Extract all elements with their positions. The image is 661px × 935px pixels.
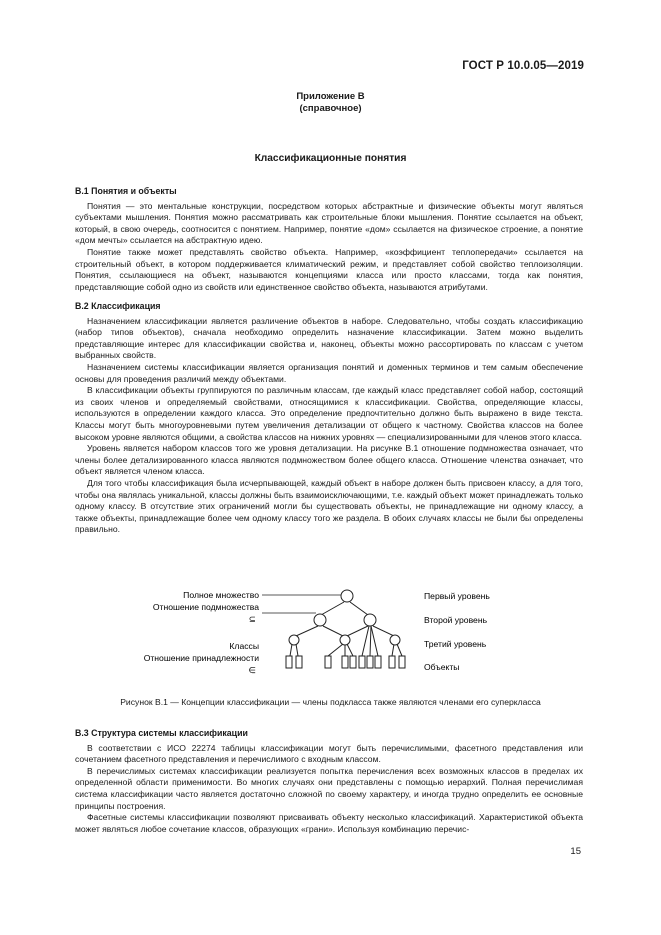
appendix-heading xyxy=(0,91,661,115)
label-level3: Третий уровень xyxy=(424,639,487,649)
node-level2 xyxy=(364,614,376,626)
node-level3 xyxy=(289,635,299,645)
paragraph: Фасетные системы классификации позволяют присваивать объекту несколько классификаций. Характеристикой объекта может являться любое сочетание классов, образующих «грани». Используя комбинацию перечис- xyxy=(75,812,583,834)
figure-caption: Рисунок В.1 — Концепции классификации — члены подкласса также являются членами его суперкласса xyxy=(120,697,541,707)
label-level1: Первый уровень xyxy=(424,591,490,601)
object-box xyxy=(389,656,395,668)
object-box xyxy=(367,656,373,668)
section-heading: В.2 Классификация xyxy=(75,301,161,311)
label-level2: Второй уровень xyxy=(424,615,488,625)
paragraph: В классификации объекты группируются по различным классам, где каждый класс представляет собой набор, состоящий из своих членов и определяемый свойствами, относящимися к классификации. Свойства, определяющие классы, используются в определении каждого класса. Это определение предпочтительно должно быть выражено в виде текста. Классы могут быть многоуровневыми путем увеличения детализации от общего к частному. Свойства классов на более высоком уровне являются общими, а свойства классов на нижних уровнях — специализированными для членов этого класса. xyxy=(75,385,583,442)
paragraph: Назначением системы классификации является организация понятий и доменных терминов и тем самым обеспечение основы для проведения различий между объектами. xyxy=(75,361,583,384)
label-subset-relation: Отношение подмножества xyxy=(152,602,259,612)
object-box xyxy=(325,656,331,668)
object-box xyxy=(286,656,292,668)
standard-code: ГОСТ Р 10.0.05—2019 xyxy=(462,60,584,72)
page-number: 15 xyxy=(570,846,581,857)
node-level3 xyxy=(340,635,350,645)
label-objects: Объекты xyxy=(424,662,460,672)
appendix-title: Приложение В xyxy=(296,91,365,102)
object-box xyxy=(350,656,356,668)
paragraph: Для того чтобы классификация была исчерпывающей, каждый объект в наборе должен быть присвоен классу, а для того, чтобы она являлась уникальной, классы должны быть взаимоисключающими, т.е. каждый объект может принадлежать только одному классу. В отсутствие этих ограничений могли бы существовать объекты, не принадлежащие ни одному классу, а также объекты, принадлежащие более чем одному классу того же раздела. В обоих случаях классы не были бы определены правильно. xyxy=(75,477,583,535)
appendix-note: (справочное) xyxy=(299,103,362,114)
section-b1 xyxy=(75,186,583,293)
object-box xyxy=(359,656,365,668)
section-heading: В.1 Понятия и объекты xyxy=(75,186,177,196)
node-level2 xyxy=(314,614,326,626)
object-box xyxy=(399,656,405,668)
node-level1 xyxy=(341,590,353,602)
object-box xyxy=(342,656,348,668)
label-membership-relation: Отношение принадлежности xyxy=(143,653,259,663)
section-b3 xyxy=(75,728,583,835)
tree-edges xyxy=(290,602,402,656)
object-box xyxy=(375,656,381,668)
paragraph: В соответствии с ИСО 22274 таблицы классификации могут быть перечислимыми, фасетного представления или сочетанием фасетного представления и перечислимого с входным классом. xyxy=(75,742,583,765)
node-level3 xyxy=(390,635,400,645)
label-full-set: Полное множество xyxy=(183,590,259,600)
paragraph: Назначением классификации является различение объектов в наборе. Следовательно, чтобы создать классификацию (набор типов объектов), сначала необходимо определить назначение классификации. Затем можно выделить представляющие интерес для классификации свойства и, наконец, объекты можно рассортировать по классам с учетом выбранных свойств. xyxy=(75,315,583,361)
classification-tree-diagram xyxy=(0,580,661,680)
subset-symbol: ⊆ xyxy=(248,614,256,624)
paragraph: Понятия — это ментальные конструкции, посредством которых абстрактные и физические объекты могут являться субъектами мышления. Понятия можно рассматривать как строительные блоки мышления. Понятие ссылается на объект, который, в свою очередь, соотносится с понятием. Например, понятие «дом» ссылается на физическое строение, а понятие «дом мечты» ссылается на абстрактную идею. xyxy=(75,200,583,246)
section-b2 xyxy=(75,301,583,536)
paragraph: Уровень является набором классов того же уровня детализации. На рисунке В.1 отношение подмножества означает, что члены более детализированного класса являются подмножеством более общего класса. Отношение членства означает, что объект является членом класса. xyxy=(75,443,583,477)
membership-symbol: ∈ xyxy=(248,665,256,675)
document-title: Классификационные понятия xyxy=(254,153,407,164)
class-nodes xyxy=(289,590,400,645)
section-heading: В.3 Структура системы классификации xyxy=(75,728,248,738)
paragraph: Понятие также может представлять свойство объекта. Например, «коэффициент теплопередачи» ссылается на строительный объект, в котором поддерживается климатический режим, и представляет собой свойство теплоизоляции. Понятия, ссылающиеся на объект, называются концепциями класса или просто классами, тогда как понятия, представляющие собой одно из свойств или единственное свойство объекта, называются атрибутами. xyxy=(75,246,583,292)
object-box xyxy=(296,656,302,668)
label-classes: Классы xyxy=(229,641,259,651)
object-boxes xyxy=(286,656,405,668)
figure-classification-concepts xyxy=(0,580,661,680)
paragraph: В перечислимых системах классификации реализуется попытка перечисления всех возможных классов в пределах их определенной области применимости. Во многих случаях они представлены с помощью иерархий. Полная перечислимая система классификации часто является достаточно сложной по своему характеру, и иногда трудно определить ее основные принципы построения. xyxy=(75,765,583,811)
